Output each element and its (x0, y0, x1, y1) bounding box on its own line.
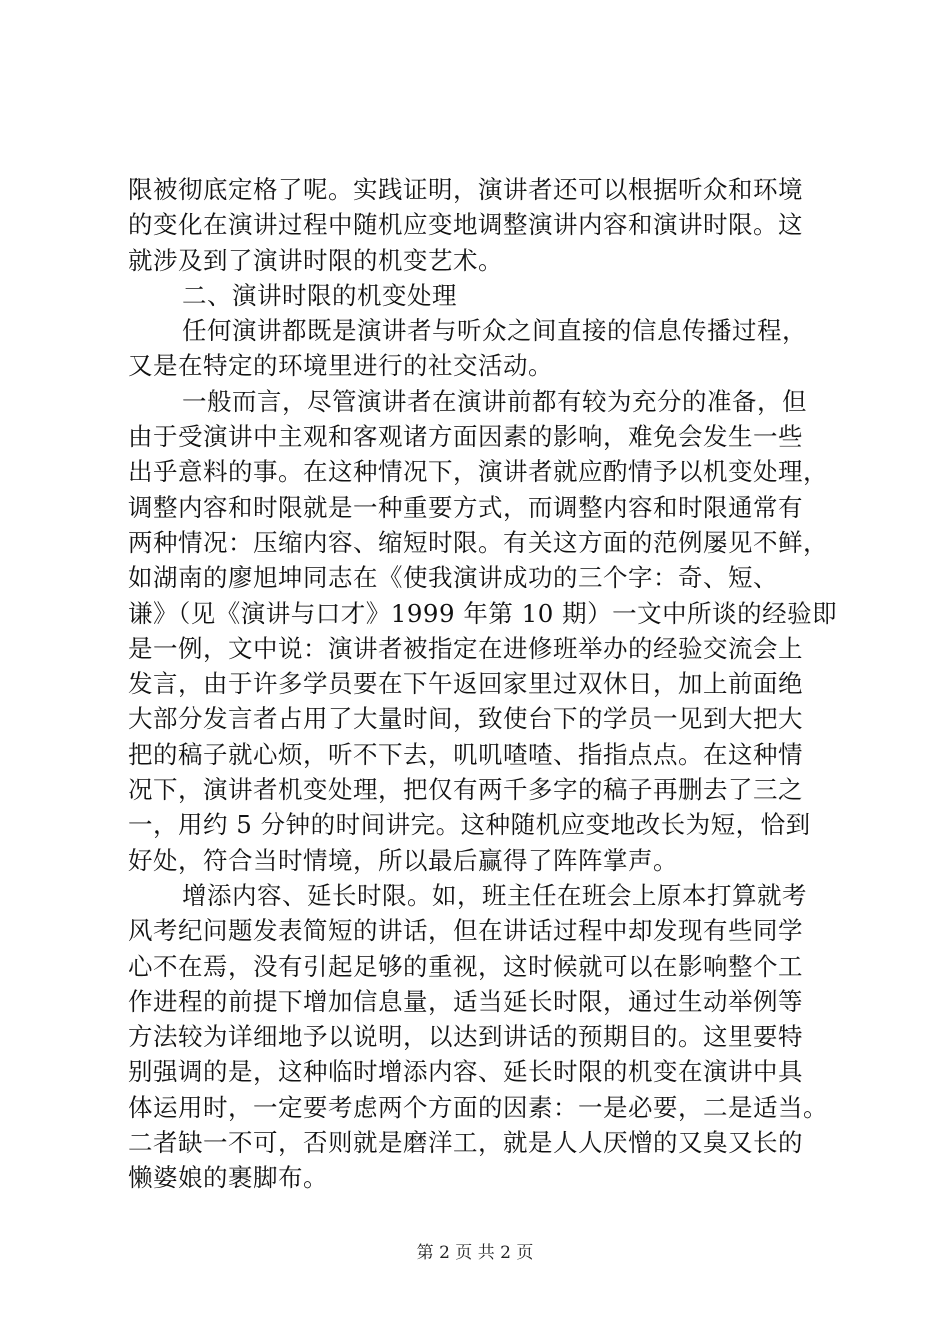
text-line: 别强调的是，这种临时增添内容、延长时限的机变在演讲中具 (128, 1057, 803, 1087)
text-line: 又是在特定的环境里进行的社交活动。 (128, 351, 553, 381)
text-line: 懒婆娘的裹脚布。 (128, 1163, 328, 1193)
text-line: 就涉及到了演讲时限的机变艺术。 (128, 245, 503, 275)
text-line: 的变化在演讲过程中随机应变地调整演讲内容和演讲时限。这 (128, 210, 803, 240)
text-line: 谦》（见《演讲与口才》1999 年第 10 期）一文中所谈的经验即 (128, 598, 838, 628)
text-line: 是一例，文中说：演讲者被指定在进修班举办的经验交流会上 (128, 633, 803, 663)
text-line: 发言，由于许多学员要在下午返回家里过双休日，加上前面绝 (128, 669, 803, 699)
text-line: 调整内容和时限就是一种重要方式，而调整内容和时限通常有 (128, 492, 803, 522)
text-line: 如湖南的廖旭坤同志在《使我演讲成功的三个字：奇、短、 (128, 563, 778, 593)
text-line: 任何演讲都既是演讲者与听众之间直接的信息传播过程， (182, 316, 807, 346)
text-line: 一，用约 5 分钟的时间讲完。这种随机应变地改长为短，恰到 (128, 810, 811, 840)
text-line: 二者缺一不可，否则就是磨洋工，就是人人厌憎的又臭又长的 (128, 1128, 803, 1158)
text-line: 限被彻底定格了呢。实践证明，演讲者还可以根据听众和环境 (128, 175, 803, 204)
text-line: 方法较为详细地予以说明，以达到讲话的预期目的。这里要特 (128, 1022, 803, 1052)
text-line: 由于受演讲中主观和客观诸方面因素的影响，难免会发生一些 (128, 422, 803, 452)
page-footer (0, 1242, 950, 1264)
text-line: 况下，演讲者机变处理，把仅有两千多字的稿子再删去了三之 (128, 775, 803, 805)
text-line: 增添内容、延长时限。如，班主任在班会上原本打算就考 (182, 880, 807, 910)
text-line: 大部分发言者占用了大量时间，致使台下的学员一见到大把大 (128, 704, 803, 734)
text-line: 心不在焉，没有引起足够的重视，这时候就可以在影响整个工 (128, 951, 803, 981)
text-line: 作进程的前提下增加信息量，适当延长时限，通过生动举例等 (128, 986, 803, 1016)
document-body (128, 172, 840, 1196)
text-line: 出乎意料的事。在这种情况下，演讲者就应酌情予以机变处理， (128, 457, 828, 487)
text-line: 好处，符合当时情境，所以最后赢得了阵阵掌声。 (128, 845, 678, 875)
text-line: 两种情况：压缩内容、缩短时限。有关这方面的范例屡见不鲜， (128, 527, 828, 557)
text-line: 风考纪问题发表简短的讲话，但在讲话过程中却发现有些同学 (128, 916, 803, 946)
section-heading: 二、演讲时限的机变处理 (182, 280, 457, 310)
page-number: 第 2 页 共 2 页 (416, 1243, 534, 1263)
text-line: 体运用时，一定要考虑两个方面的因素：一是必要，二是适当。 (128, 1092, 828, 1122)
text-line: 把的稿子就心烦，听不下去，叽叽喳喳、指指点点。在这种情 (128, 739, 803, 769)
text-line: 一般而言，尽管演讲者在演讲前都有较为充分的准备，但 (182, 386, 807, 416)
